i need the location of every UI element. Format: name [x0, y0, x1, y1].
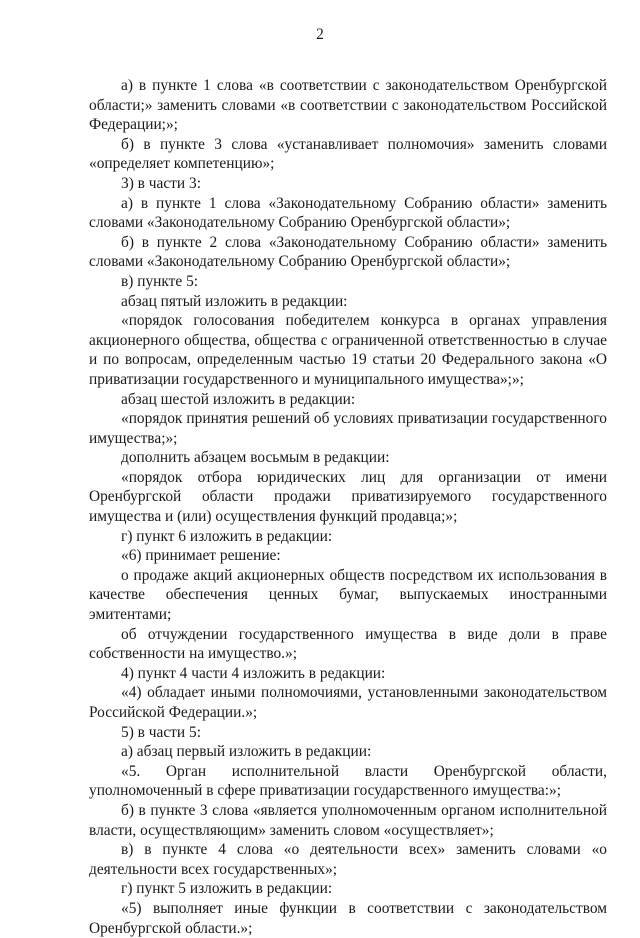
- page-number: 2: [316, 26, 324, 43]
- paragraph: дополнить абзацем восьмым в редакции:: [121, 449, 390, 467]
- paragraph: «4) обладает иными полномочиями, установленными законодательством Российской Федерации.»;: [89, 684, 607, 721]
- paragraph: 4) пункт 4 части 4 изложить в редакции:: [121, 664, 386, 682]
- paragraph: об отчуждении государственного имущества в виде доли в праве собственности на имущество.»;: [89, 625, 607, 663]
- paragraph: а) в пункте 1 слова «Законодательному Собранию области» заменить словами «Законодательному Собранию Оренбургской области»;: [89, 194, 607, 232]
- document-body: [89, 76, 607, 938]
- paragraph: «порядок принятия решений об условиях приватизации государственного имущества;»;: [89, 410, 607, 447]
- paragraph: б) в пункте 2 слова «Законодательному Собранию области» заменить словами «Законодательному Собранию Оренбургской области»;: [89, 233, 607, 271]
- paragraph: абзац шестой изложить в редакции:: [121, 390, 356, 408]
- paragraph: б) в пункте 3 слова «устанавливает полномочия» заменить словами «определяет компетенцию»;: [89, 135, 607, 173]
- paragraph: в) в пункте 4 слова «о деятельности всех» заменить словами «о деятельности всех государственных»;: [89, 841, 607, 878]
- paragraph: «5) выполняет иные функции в соответствии с законодательством Оренбургской области.»;: [89, 899, 607, 937]
- paragraph: б) в пункте 3 слова «является уполномоченным органом исполнительной власти, осуществляющим» заменить словом «осуществляет»;: [89, 801, 607, 839]
- paragraph: «порядок голосования победителем конкурса в органах управления акционерного общества, общества с ограниченной ответственностью в случае и по вопросам, определенным частью 19 статьи 20 Федерального закона «О приватизации государственного и муниципального имущества»;»;: [89, 312, 607, 388]
- paragraph: в) пункте 5:: [121, 272, 199, 290]
- paragraph: г) пункт 5 изложить в редакции:: [121, 880, 333, 898]
- paragraph: г) пункт 6 изложить в редакции:: [121, 527, 333, 545]
- paragraph: «6) принимает решение:: [121, 547, 281, 565]
- paragraph: абзац пятый изложить в редакции:: [121, 292, 348, 310]
- paragraph: «5. Орган исполнительной власти Оренбургской области, уполномоченный в сфере приватизации государственного имущества:»;: [89, 762, 607, 800]
- paragraph: а) абзац первый изложить в редакции:: [121, 743, 372, 761]
- paragraph: о продаже акций акционерных обществ посредством их использования в качестве обеспечения ценных бумаг, выпускаемых иностранными эмитентами;: [89, 566, 607, 624]
- paragraph: 3) в части 3:: [121, 174, 201, 192]
- paragraph: а) в пункте 1 слова «в соответствии с законодательством Оренбургской области;» заменить словами «в соответствии с законодательством Российской Федерации;»;: [89, 77, 607, 134]
- paragraph: «порядок отбора юридических лиц для организации от имени Оренбургской области продажи приватизируемого государственного имущества и (или) осуществления функций продавца;»;: [89, 468, 607, 526]
- paragraph: 5) в части 5:: [121, 723, 201, 741]
